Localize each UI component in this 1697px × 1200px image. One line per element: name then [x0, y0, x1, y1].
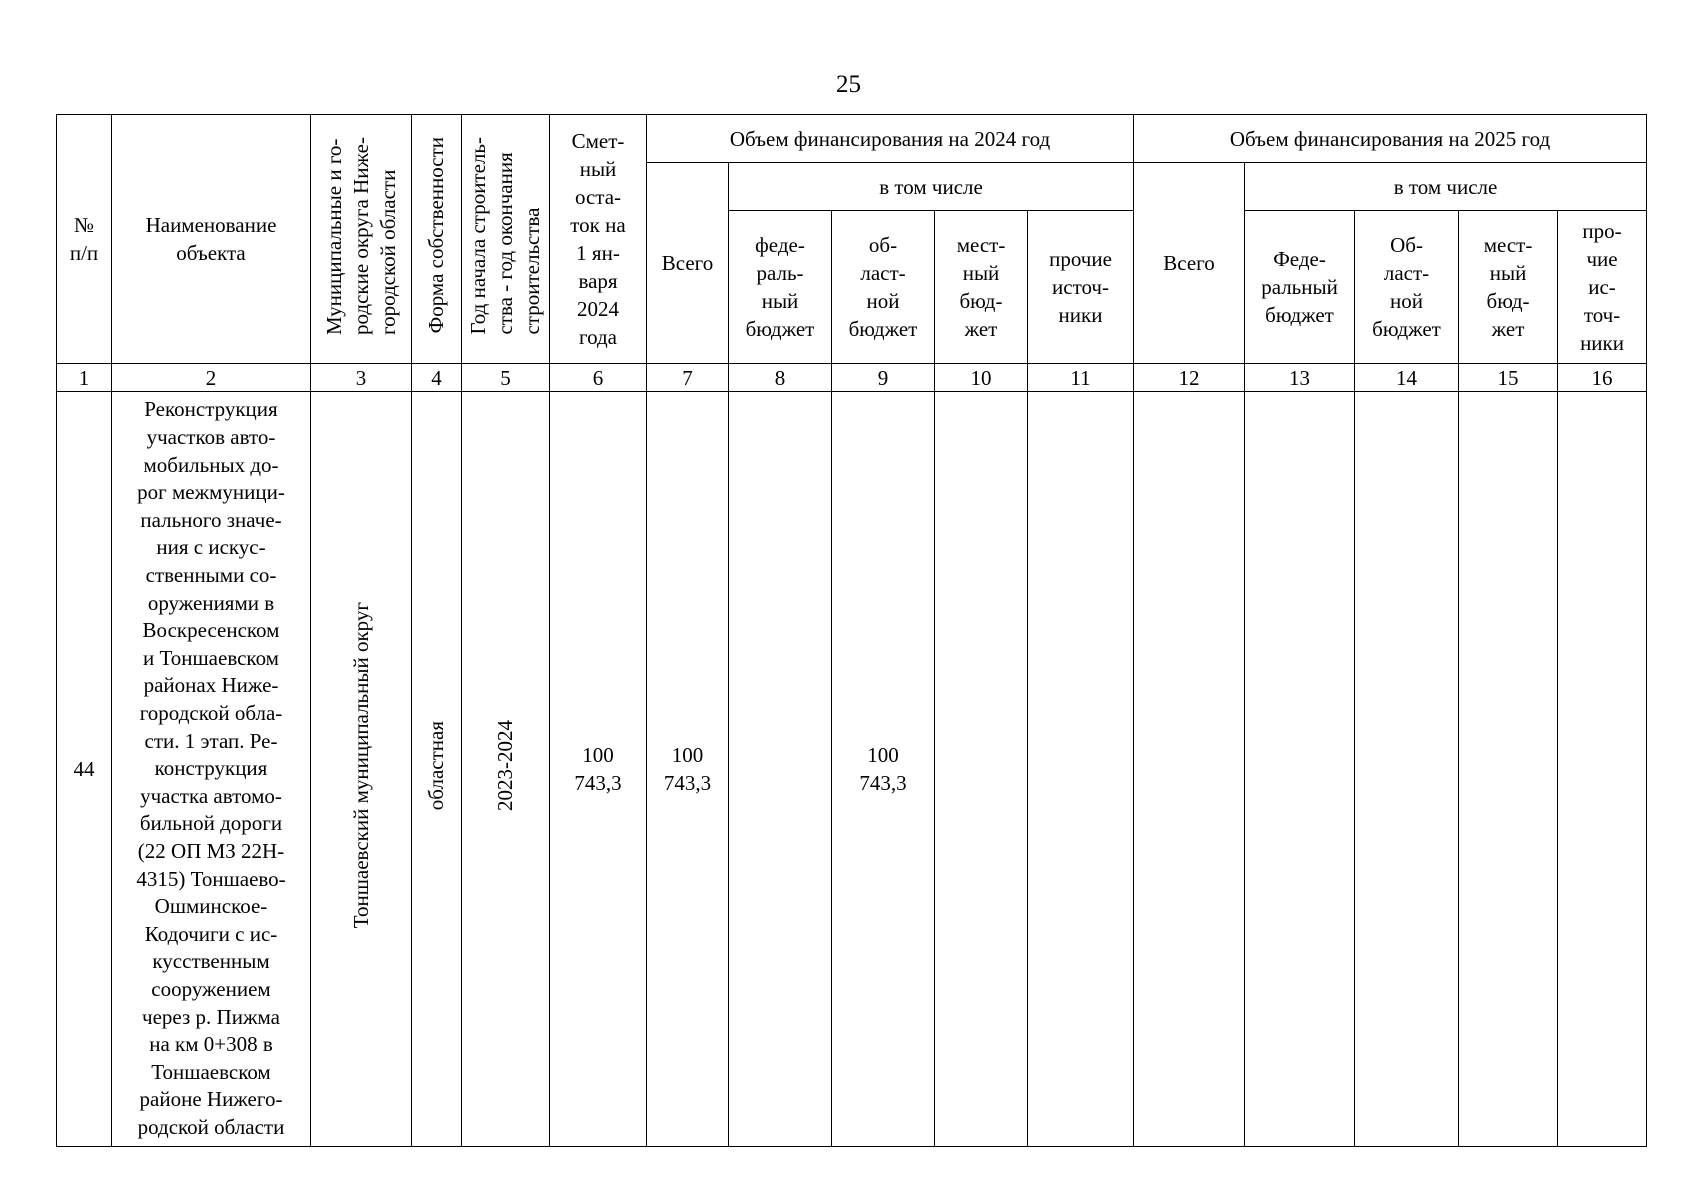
- row-federal-2024: [729, 392, 832, 1147]
- header-name: Наименование объекта: [112, 115, 311, 364]
- column-number: 3: [311, 364, 412, 392]
- row-regional-2024: 100 743,3: [832, 392, 935, 1147]
- row-years: 2023-2024: [462, 392, 550, 1147]
- row-other-2024: [1028, 392, 1134, 1147]
- header-local-2024: мест- ный бюд- жет: [935, 211, 1028, 364]
- column-number: 10: [935, 364, 1028, 392]
- column-number: 7: [647, 364, 729, 392]
- column-number-row: [57, 364, 1647, 392]
- header-regional-2024: об- ласт- ной бюджет: [832, 211, 935, 364]
- page-number: 25: [836, 71, 861, 98]
- row-local-2025: [1459, 392, 1558, 1147]
- header-row-1: [57, 115, 1647, 163]
- header-ownership: Форма собственности: [412, 115, 462, 364]
- row-num: 44: [57, 392, 112, 1147]
- column-number: 1: [57, 364, 112, 392]
- column-number: 16: [1558, 364, 1647, 392]
- row-remainder: 100 743,3: [550, 392, 647, 1147]
- row-object-name: Реконструкция участков авто- мобильных до- рог межмуници- пального значе- ния с искус- ственными со- оружениями в Воскресенском и Тоншаевском районах Ниже- городской обла- сти. 1 этап. Ре- конструкция участка автомо- бильной дороги (22 ОП МЗ 22Н- 4315) Тоншаево- Ошминское- Кодочиги с ис- кусственным сооружением через р. Пижма на км 0+308 в Тоншаевском районе Нижего- родской области: [112, 392, 311, 1147]
- header-other-2025: про- чие ис- точ- ники: [1558, 211, 1647, 364]
- header-total-2025: Всего: [1134, 163, 1245, 364]
- column-number: 8: [729, 364, 832, 392]
- header-other-2024: прочие источ- ники: [1028, 211, 1134, 364]
- column-number: 5: [462, 364, 550, 392]
- header-financing-2024: Объем финансирования на 2024 год: [647, 115, 1134, 163]
- header-years: Год начала строитель- ства - год окончания строительства: [462, 115, 550, 364]
- column-number: 15: [1459, 364, 1558, 392]
- header-regional-2025: Об- ласт- ной бюджет: [1355, 211, 1459, 364]
- column-number: 4: [412, 364, 462, 392]
- header-financing-2025: Объем финансирования на 2025 год: [1134, 115, 1647, 163]
- header-district: Муниципальные и го- родские округа Ниже- городской области: [311, 115, 412, 364]
- row-federal-2025: [1245, 392, 1355, 1147]
- table-row: [57, 392, 1647, 1147]
- row-district: Тоншаевский муниципальный округ: [311, 392, 412, 1147]
- header-including-2025: в том числе: [1245, 163, 1647, 211]
- row-regional-2025: [1355, 392, 1459, 1147]
- row-other-2025: [1558, 392, 1647, 1147]
- header-local-2025: мест- ный бюд- жет: [1459, 211, 1558, 364]
- column-number: 6: [550, 364, 647, 392]
- financing-table: [56, 114, 1647, 1147]
- row-ownership: областная: [412, 392, 462, 1147]
- row-total-2024: 100 743,3: [647, 392, 729, 1147]
- column-number: 14: [1355, 364, 1459, 392]
- header-num: № п/п: [57, 115, 112, 364]
- column-number: 13: [1245, 364, 1355, 392]
- header-remainder: Смет- ный оста- ток на 1 ян- варя 2024 года: [550, 115, 647, 364]
- column-number: 12: [1134, 364, 1245, 392]
- header-federal-2025: Феде- ральный бюджет: [1245, 211, 1355, 364]
- header-federal-2024: феде- раль- ный бюджет: [729, 211, 832, 364]
- header-including-2024: в том числе: [729, 163, 1134, 211]
- header-total-2024: Всего: [647, 163, 729, 364]
- column-number: 2: [112, 364, 311, 392]
- column-number: 11: [1028, 364, 1134, 392]
- column-number: 9: [832, 364, 935, 392]
- row-total-2025: [1134, 392, 1245, 1147]
- row-local-2024: [935, 392, 1028, 1147]
